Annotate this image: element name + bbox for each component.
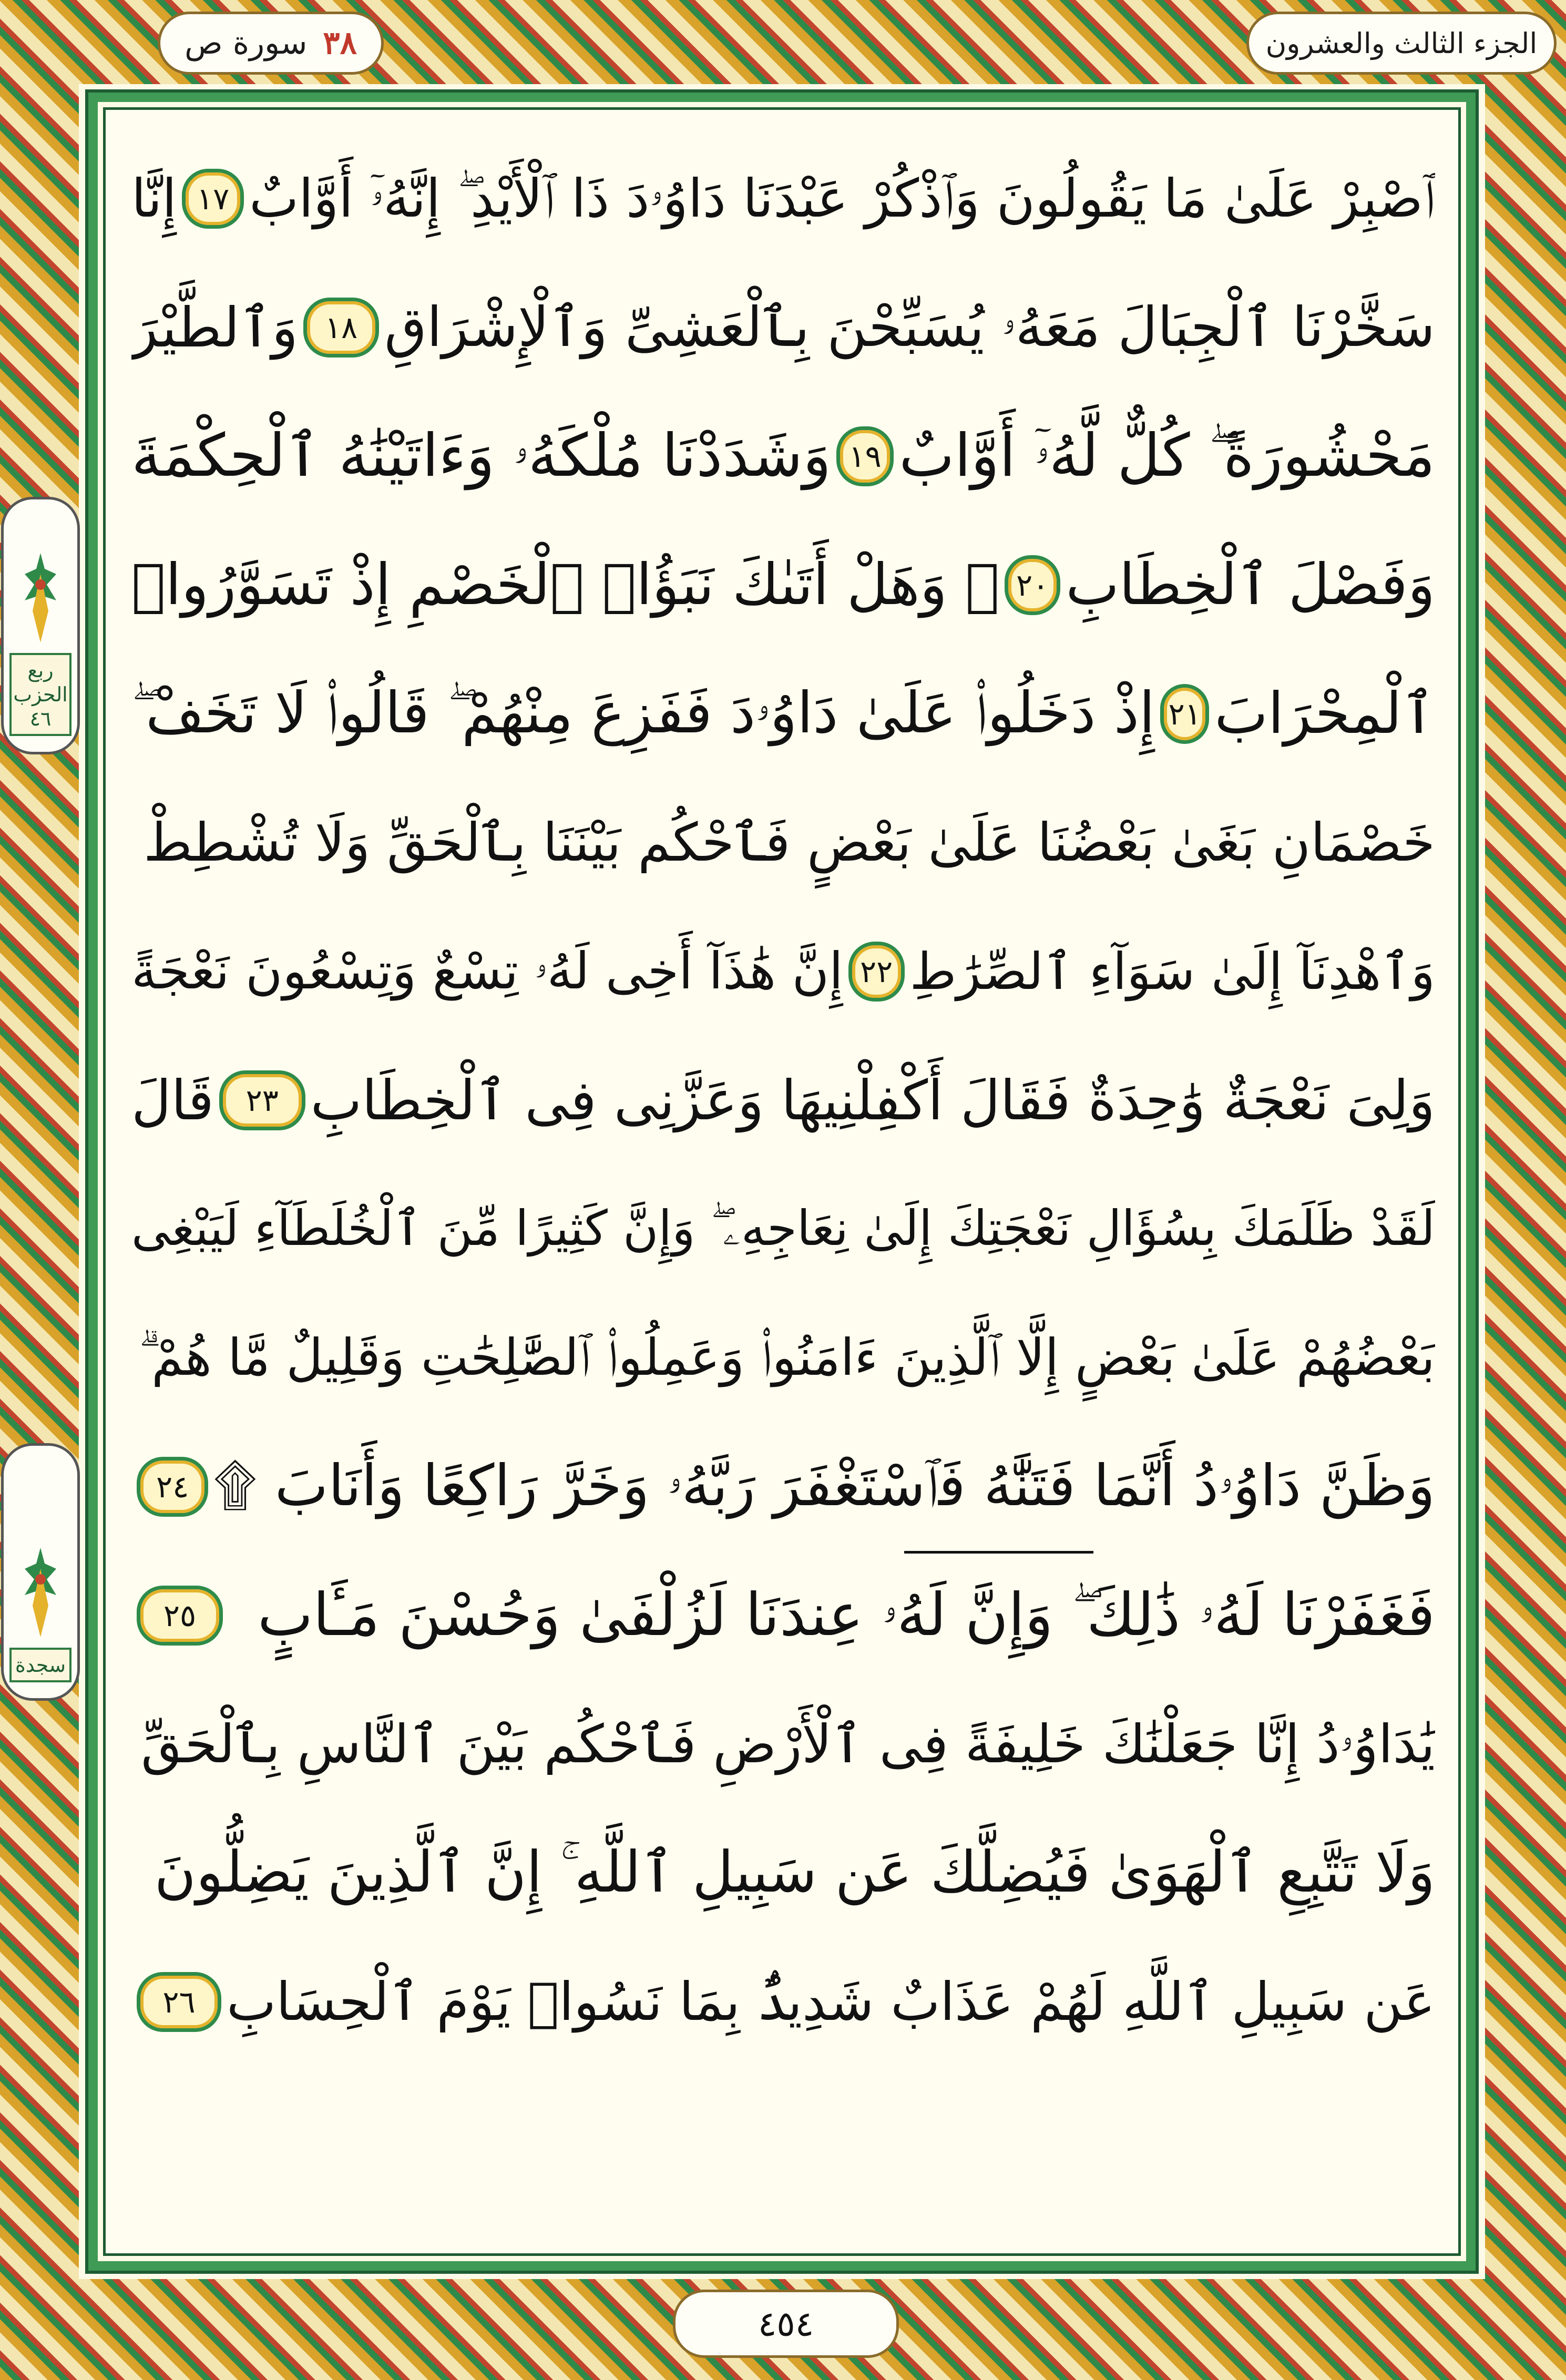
line-tail: وَٱلطَّيْرَ bbox=[131, 295, 298, 360]
line-text: ٱصْبِرْ عَلَىٰ مَا يَقُولُونَ وَٱذْكُرْ عَبْدَنَا دَاوُۥدَ ذَا ٱلْأَيْدِ ۖ إِنَّهُۥٓ أَوَّابٌ bbox=[249, 167, 1435, 229]
line-text: عَن سَبِيلِ ٱللَّهِ لَهُمْ عَذَابٌ شَدِيدٌۢ بِمَا نَسُوا۟ يَوْمَ ٱلْحِسَابِ bbox=[227, 1971, 1435, 2032]
line-text: وَٱهْدِنَآ إِلَىٰ سَوَآءِ ٱلصِّرَٰطِ bbox=[909, 942, 1435, 1001]
verse-number-marker: ٢٤ bbox=[137, 1457, 208, 1517]
line-10 bbox=[131, 1293, 1435, 1422]
line-text: ٱلْمِحْرَابَ bbox=[1214, 681, 1435, 747]
verse-number-marker: ١٨ bbox=[303, 298, 379, 357]
line-13 bbox=[131, 1680, 1435, 1809]
line-text: مَحْشُورَةً ۖ كُلٌّ لَّهُۥٓ أَوَّابٌ bbox=[899, 421, 1435, 490]
verse-number-marker: ٢٥ bbox=[137, 1586, 223, 1646]
verse-number-marker: ١٩ bbox=[836, 426, 894, 486]
line-tail: ۞ وَهَلْ أَتَىٰكَ نَبَؤُا۟ ٱلْخَصْمِ إِذْ تَسَوَّرُوا۟ bbox=[131, 552, 1000, 618]
line-text: لَقَدْ ظَلَمَكَ بِسُؤَالِ نَعْجَتِكَ إِلَىٰ نِعَاجِهِۦ ۖ وَإِنَّ كَثِيرًا مِّنَ ٱلْخُلَطَآءِ لَيَبْغِى bbox=[131, 1200, 1435, 1257]
page-number-value: ٤٥٤ bbox=[758, 2303, 814, 2344]
line-text: وَفَصْلَ ٱلْخِطَابِ bbox=[1066, 552, 1435, 618]
line-tail: إِذْ دَخَلُوا۟ عَلَىٰ دَاوُۥدَ فَفَزِعَ مِنْهُمْ ۖ قَالُوا۟ لَا تَخَفْ ۖ bbox=[131, 680, 1155, 746]
line-text: وَظَنَّ دَاوُۥدُ أَنَّمَا فَتَنَّٰهُ فَٱسْتَغْفَرَ رَبَّهُۥ وَخَرَّ رَاكِعًا وَأَنَابَ ۩ bbox=[213, 1453, 1435, 1519]
line-1 bbox=[131, 134, 1435, 263]
line-5 bbox=[131, 649, 1435, 778]
hizb-marker bbox=[1, 497, 80, 754]
line-2 bbox=[131, 263, 1435, 392]
verse-number-marker: ٢٣ bbox=[219, 1070, 305, 1130]
line-text: سَخَّرْنَا ٱلْجِبَالَ مَعَهُۥ يُسَبِّحْنَ بِٱلْعَشِىِّ وَٱلْإِشْرَاقِ bbox=[384, 295, 1435, 359]
page-number bbox=[673, 2290, 899, 2358]
verse-number-marker: ٢٠ bbox=[1005, 555, 1060, 615]
line-4 bbox=[131, 520, 1435, 649]
surah-label: سورة ص bbox=[185, 25, 308, 62]
line-tail: إِنَّا bbox=[131, 168, 177, 229]
juz-header bbox=[1246, 12, 1557, 75]
line-12 bbox=[131, 1551, 1435, 1680]
verse-number-marker: ٢٦ bbox=[137, 1972, 221, 2032]
hizb-emblem-icon bbox=[19, 553, 62, 642]
line-11 bbox=[131, 1422, 1435, 1551]
juz-label: الجزء الثالث والعشرون bbox=[1265, 26, 1538, 60]
line-15 bbox=[131, 1937, 1435, 2066]
line-text: فَغَفَرْنَا لَهُۥ ذَٰلِكَ ۖ وَإِنَّ لَهُۥ عِندَنَا لَزُلْفَىٰ وَحُسْنَ مَـَٔابٍ bbox=[258, 1580, 1435, 1649]
line-tail: إِنَّ هَٰذَآ أَخِى لَهُۥ تِسْعٌ وَتِسْعُونَ نَعْجَةً bbox=[131, 941, 843, 1000]
line-text: وَلِىَ نَعْجَةٌ وَٰحِدَةٌ فَقَالَ أَكْفِلْنِيهَا وَعَزَّنِى فِى ٱلْخِطَابِ bbox=[310, 1068, 1435, 1132]
sajda-emblem-icon bbox=[19, 1548, 62, 1637]
line-3 bbox=[131, 392, 1435, 520]
line-8 bbox=[131, 1036, 1435, 1165]
line-text: وَلَا تَتَّبِعِ ٱلْهَوَىٰ فَيُضِلَّكَ عَن سَبِيلِ ٱللَّهِ ۚ إِنَّ ٱلَّذِينَ يَضِلُّونَ bbox=[154, 1840, 1435, 1905]
surah-header bbox=[158, 12, 384, 75]
sajda-marker bbox=[1, 1443, 80, 1701]
line-text: بَعْضُهُمْ عَلَىٰ بَعْضٍ إِلَّا ٱلَّذِينَ ءَامَنُوا۟ وَعَمِلُوا۟ ٱلصَّٰلِحَٰتِ وَقَلِيلٌ مَّا هُمْ ۗ bbox=[139, 1327, 1435, 1387]
line-text: يَٰدَاوُۥدُ إِنَّا جَعَلْنَٰكَ خَلِيفَةً فِى ٱلْأَرْضِ فَٱحْكُم بَيْنَ ٱلنَّاسِ بِٱلْحَقِّ bbox=[141, 1713, 1435, 1775]
line-tail: قَالَ bbox=[131, 1068, 214, 1132]
sajda-label: سجدة bbox=[9, 1648, 71, 1682]
line-6 bbox=[131, 778, 1435, 907]
line-text: خَصْمَانِ بَغَىٰ بَعْضُنَا عَلَىٰ بَعْضٍ فَٱحْكُم بَيْنَنَا بِٱلْحَقِّ وَلَا تُشْطِطْ bbox=[144, 812, 1435, 873]
verse-number-marker: ٢٢ bbox=[848, 942, 905, 1002]
line-tail: وَشَدَدْنَا مُلْكَهُۥ وَءَاتَيْنَٰهُ ٱلْحِكْمَةَ bbox=[131, 421, 832, 490]
line-9 bbox=[131, 1165, 1435, 1293]
quran-text bbox=[131, 134, 1435, 2200]
verse-number-marker: ٢١ bbox=[1160, 684, 1209, 744]
surah-number: ٣٨ bbox=[323, 25, 357, 62]
line-14 bbox=[131, 1809, 1435, 1937]
line-7 bbox=[131, 907, 1435, 1036]
hizb-label: ربع الحزب ٤٦ bbox=[9, 653, 71, 736]
verse-number-marker: ١٧ bbox=[182, 169, 244, 229]
